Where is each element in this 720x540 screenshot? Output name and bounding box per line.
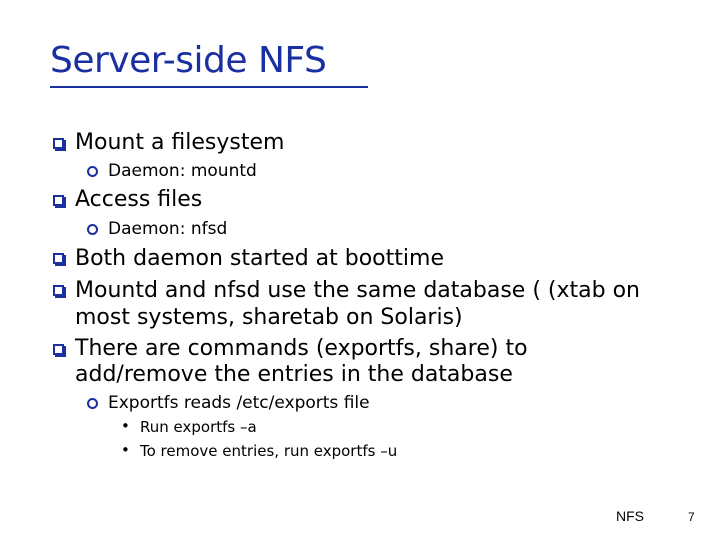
square-bullet-icon [53, 253, 64, 264]
dot-bullet-icon: • [121, 441, 130, 459]
square-bullet-icon [53, 285, 64, 296]
footer-label: NFS [616, 508, 644, 524]
sub-sub-bullet-item: Run exportfs –a [140, 418, 257, 436]
sub-bullet-item: Daemon: nfsd [108, 219, 228, 239]
dot-bullet-icon: • [121, 417, 130, 435]
bullet-item: Mount a filesystem [75, 130, 285, 155]
bullet-item: There are commands (exportfs, share) to [75, 336, 528, 361]
bullet-item: Mountd and nfsd use the same database ( (xtab on [75, 278, 640, 303]
title-underline [50, 86, 368, 88]
sub-bullet-item: Exportfs reads /etc/exports file [108, 393, 370, 413]
slide-title: Server-side NFS [50, 40, 327, 81]
bullet-item: Access files [75, 187, 203, 212]
page-number: 7 [688, 510, 695, 524]
ring-bullet-icon [87, 166, 98, 177]
bullet-item-continuation: most systems, sharetab on Solaris) [75, 305, 463, 330]
bullet-item: Both daemon started at boottime [75, 246, 444, 271]
square-bullet-icon [53, 138, 64, 149]
square-bullet-icon [53, 344, 64, 355]
square-bullet-icon [53, 195, 64, 206]
sub-bullet-item: Daemon: mountd [108, 161, 257, 181]
sub-sub-bullet-item: To remove entries, run exportfs –u [140, 442, 398, 460]
ring-bullet-icon [87, 398, 98, 409]
bullet-item-continuation: add/remove the entries in the database [75, 362, 513, 387]
ring-bullet-icon [87, 224, 98, 235]
